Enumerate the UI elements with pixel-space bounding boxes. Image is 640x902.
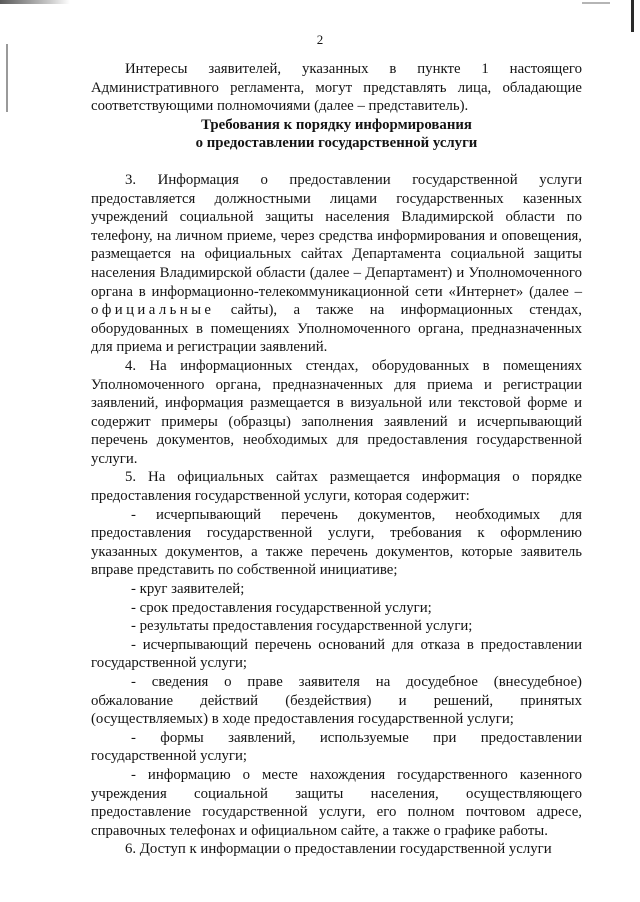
list-item: - срок предоставления государственной услуги; (131, 599, 432, 616)
scan-edge-top (0, 0, 70, 4)
intro-paragraph: Интересы заявителей, указанных в пункте 1 настоящего Административного регламента, могут представлять лица, обладающие соответствующими полномочиями (далее – представитель). (91, 61, 582, 115)
section-heading-line1: Требования к порядку информирования (201, 116, 472, 133)
list-item: - результаты предоставления государственной услуги; (131, 618, 473, 635)
page-number: 2 (316, 32, 324, 47)
list-item: - информацию о месте нахождения государственного казенного учреждения социальной защиты населения, осуществляющего предоставление государственной услуги, его полном почтовом адресе, справочных телефонах и официальном сайте, а также о графике работы. (91, 766, 582, 839)
paragraph-3-part-a: 3. Информация о предоставлении государственной услуги предоставляется должностными лицами государственных казенных учреждений социальной защиты населения Владимирской области по телефону, на личном приеме, через средства информирования и оповещения, размещается на официальных сайтах Департамента социальной защиты населения Владимирской области (далее – Департамент) и Уполномоченного органа в информационно-телекоммуникационной сети «Интернет» (далее – (91, 171, 582, 300)
scan-mark-right (631, 0, 634, 32)
paragraph-5: 5. На официальных сайтах размещается информация о порядке предоставления государственной услуги, которая содержит: (91, 469, 582, 505)
paragraph-4: 4. На информационных стендах, оборудованных в помещениях Уполномоченного органа, предназначенных для приема и регистрации заявлений, информация размещается в визуальной или текстовой форме и содержит примеры (образцы) заполнения заявлений и исчерпывающий перечень документов, необходимых для предоставления государственной услуги. (91, 357, 582, 467)
list-item: - сведения о праве заявителя на досудебное (внесудебное) обжалование действий (бездействия) и решений, принятых (осуществляемых) в ходе предоставления государственной услуги; (91, 674, 582, 728)
list-item: - исчерпывающий перечень оснований для отказа в предоставлении государственной услуги; (91, 636, 582, 672)
scan-mark-left (6, 44, 8, 112)
list-item: - исчерпывающий перечень документов, необходимых для предоставления государственной услуги, требования к оформлению указанных документов, а также перечень документов, которые заявитель вправе представить по собственной инициативе; (91, 506, 582, 579)
section-heading-line2: о предоставлении государственной услуги (195, 135, 478, 152)
paragraph-3-spaced-word: официальные (91, 302, 215, 319)
scan-edge-top-right (582, 2, 610, 4)
list-item: - формы заявлений, используемые при предоставлении государственной услуги; (91, 729, 582, 765)
document-body (91, 60, 582, 859)
paragraph-3 (91, 171, 582, 357)
paragraph-6: 6. Доступ к информации о предоставлении государственной услуги (125, 841, 552, 858)
list-item: - круг заявителей; (131, 581, 245, 598)
paragraph-3-part-b: сайты), а также на информационных стендах, оборудованных в помещениях Уполномоченного органа, предназначенных для приема и регистрации заявлений. (91, 302, 582, 356)
